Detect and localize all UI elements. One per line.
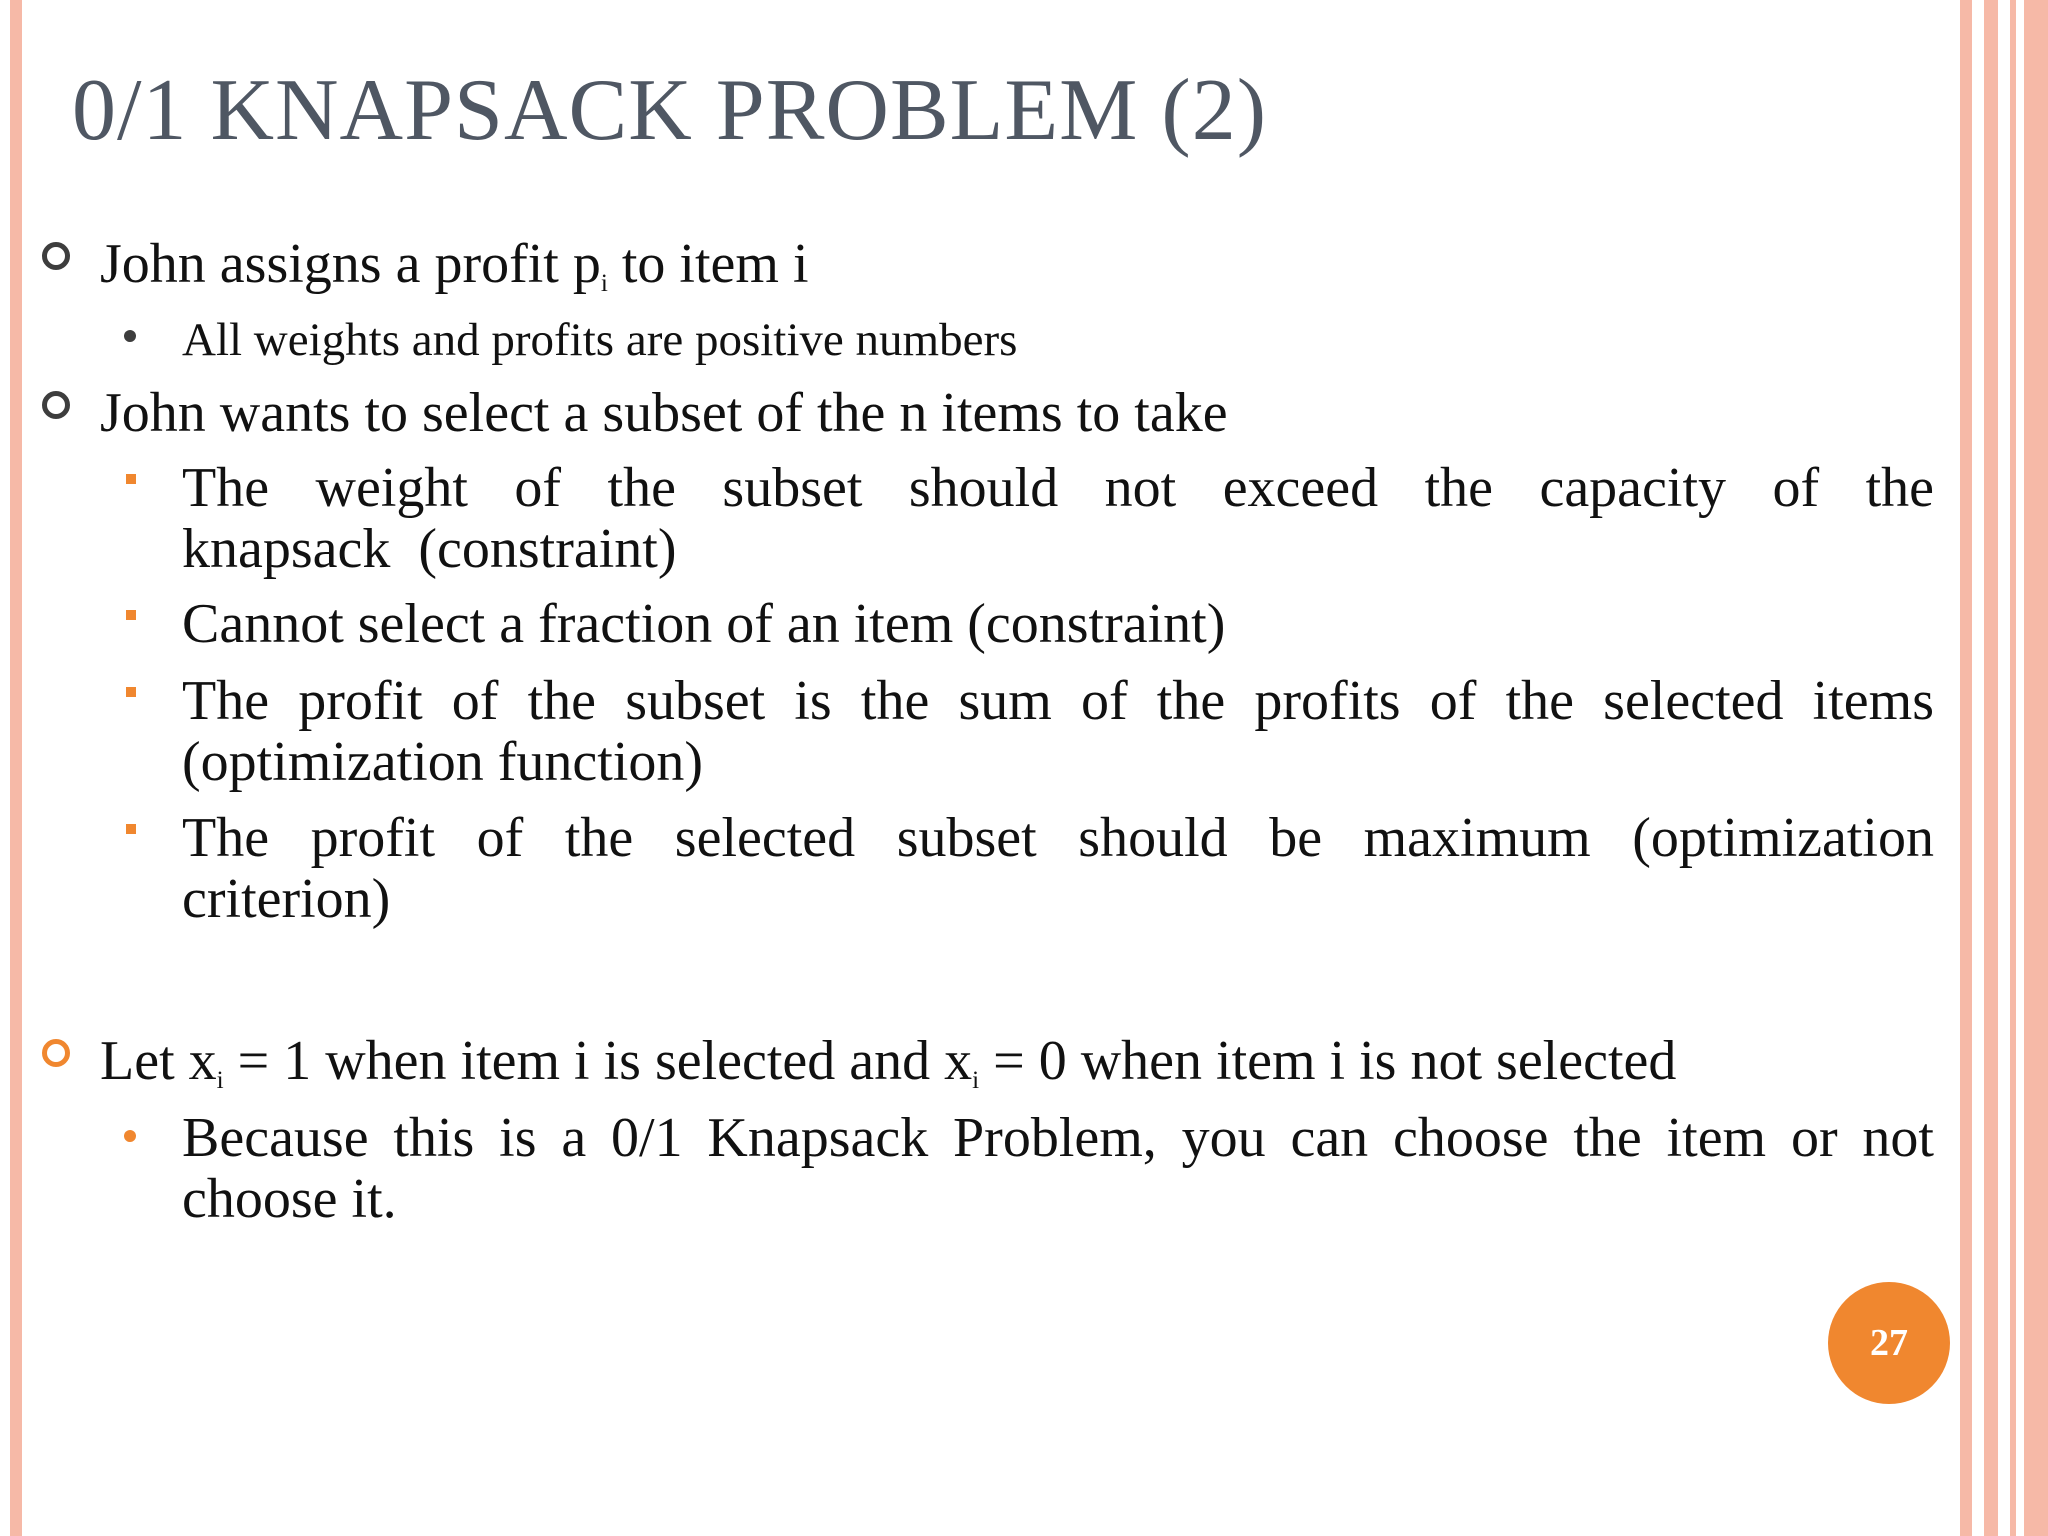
sub-bullet-fraction-constraint: Cannot select a fraction of an item (constraint) (182, 593, 1226, 655)
dot-bullet-icon (124, 1130, 136, 1142)
right-border-stripe (1960, 0, 1972, 1536)
bullet-let-xi (100, 1029, 1676, 1093)
hollow-circle-bullet-icon (42, 242, 70, 270)
sub-bullet-choose-item: Because this is a 0/1 Knapsack Problem, you can choose the item or not choose it. (182, 1107, 1934, 1230)
dot-bullet-icon (124, 330, 136, 342)
subscript: i (216, 1066, 224, 1094)
slide-title: 0/1 KNAPSACK PROBLEM (2) (72, 62, 1268, 159)
subscript: i (972, 1066, 980, 1094)
bullet-text: John assigns a profit p (100, 233, 601, 295)
right-border-stripe (2024, 0, 2048, 1536)
sub-bullet-maximum-criterion: The profit of the selected subset should be maximum (optimization criterion) (182, 807, 1934, 930)
square-bullet-icon (126, 824, 136, 834)
bullet-text: to item i (607, 233, 809, 295)
sub-bullet-profit-function: The profit of the subset is the sum of the profits of the selected items (optimization function) (182, 670, 1934, 793)
sub-bullet-weight-constraint: The weight of the subset should not exceed the capacity of the knapsack (constraint) (182, 457, 1934, 580)
right-border-stripe (2010, 0, 2016, 1536)
hollow-circle-bullet-icon (42, 391, 70, 419)
bullet-text: = 0 when item i is not selected (979, 1030, 1677, 1092)
square-bullet-icon (126, 687, 136, 697)
right-border-stripe (1984, 0, 1998, 1536)
left-border-stripe (10, 0, 22, 1536)
square-bullet-icon (126, 610, 136, 620)
bullet-profit (100, 232, 809, 296)
hollow-circle-bullet-icon (42, 1039, 70, 1067)
bullet-text: Let x (100, 1030, 217, 1092)
page-number-badge: 27 (1828, 1282, 1950, 1404)
bullet-text: = 1 when item i is selected and x (223, 1030, 973, 1092)
sub-bullet-positive-numbers: All weights and profits are positive numbers (182, 314, 1018, 366)
subscript: i (600, 269, 608, 297)
square-bullet-icon (126, 474, 136, 484)
bullet-select-subset: John wants to select a subset of the n items to take (100, 382, 1228, 444)
